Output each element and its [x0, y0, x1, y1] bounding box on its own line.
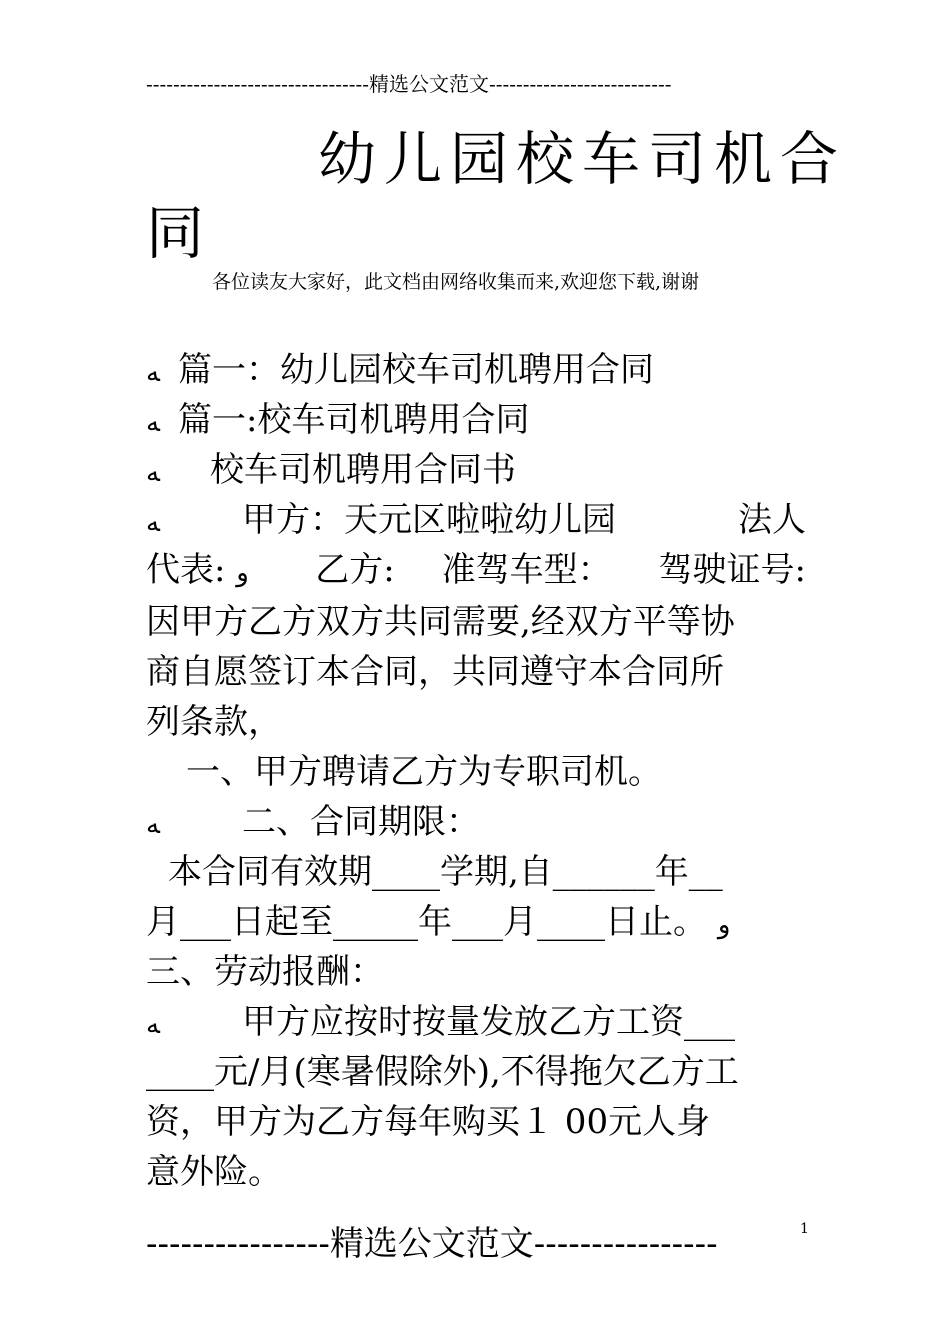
body-line	[146, 344, 654, 399]
document-title-line2: 同	[146, 199, 205, 267]
body-line	[146, 996, 735, 1051]
body-line	[146, 544, 806, 599]
bullet-mark-icon: ﻪ	[146, 458, 160, 488]
body-text: 代表:	[146, 550, 226, 590]
body-line	[146, 444, 516, 499]
body-text: 篇一：幼儿园校车司机聘用合同	[178, 350, 654, 390]
body-text: 月___日起至_____年___月____日止。	[146, 902, 707, 942]
body-line	[146, 796, 480, 851]
body-text: 甲方：天元区啦啦幼儿园	[242, 500, 616, 540]
body-line: 三、劳动报酬：	[146, 952, 384, 992]
end-mark-icon: ﻭ	[717, 910, 731, 940]
greeting-line: 各位读友大家好，此文档由网络收集而来,欢迎您下载,谢谢	[212, 271, 700, 293]
bullet-mark-icon: ﻪ	[146, 1010, 160, 1040]
body-line: 列条款，	[146, 702, 282, 742]
body-text: 甲方应按时按量发放乙方工资___	[242, 1002, 735, 1042]
body-line	[146, 896, 750, 951]
bullet-mark-icon: ﻪ	[146, 508, 160, 538]
body-text: 乙方:	[315, 550, 395, 590]
body-line	[146, 494, 806, 549]
body-text: 本合同有效期____学期,自______年__	[168, 852, 723, 892]
body-text: 准驾车型：	[441, 550, 612, 590]
bullet-mark-icon: ﻪ	[146, 810, 160, 840]
body-line	[146, 746, 662, 798]
body-line: 因甲方乙方双方共同需要,经双方平等协	[146, 602, 735, 642]
body-line: 意外险。	[146, 1152, 282, 1192]
body-text: 一、甲方聘请乙方为专职司机。	[186, 752, 662, 792]
body-text: 校车司机聘用合同书	[210, 450, 516, 490]
body-text: 篇一:校车司机聘用合同	[178, 400, 530, 440]
body-line: ____元/月(寒暑假除外),不得拖欠乙方工	[146, 1052, 739, 1092]
body-line	[146, 846, 723, 898]
body-line: 资，甲方为乙方每年购买１ 00元人身	[146, 1102, 711, 1142]
body-text: 法人	[738, 500, 806, 540]
page-footer: ----------------精选公文范文----------------	[146, 1224, 718, 1264]
page-number: 1	[800, 1221, 809, 1237]
body-text: 二、合同期限：	[242, 802, 480, 842]
page-header: ---------------------------------精选公文范文---------------------------	[146, 72, 672, 96]
end-mark-icon: ﻭ	[236, 558, 249, 588]
bullet-mark-icon: ﻪ	[146, 358, 160, 388]
bullet-mark-icon: ﻪ	[146, 408, 160, 438]
body-line: 商自愿签订本合同，共同遵守本合同所	[146, 652, 724, 692]
body-line	[146, 394, 529, 449]
body-text: 驾驶证号:	[658, 550, 806, 590]
document-title-line1: 幼儿园校车司机合	[318, 125, 847, 193]
